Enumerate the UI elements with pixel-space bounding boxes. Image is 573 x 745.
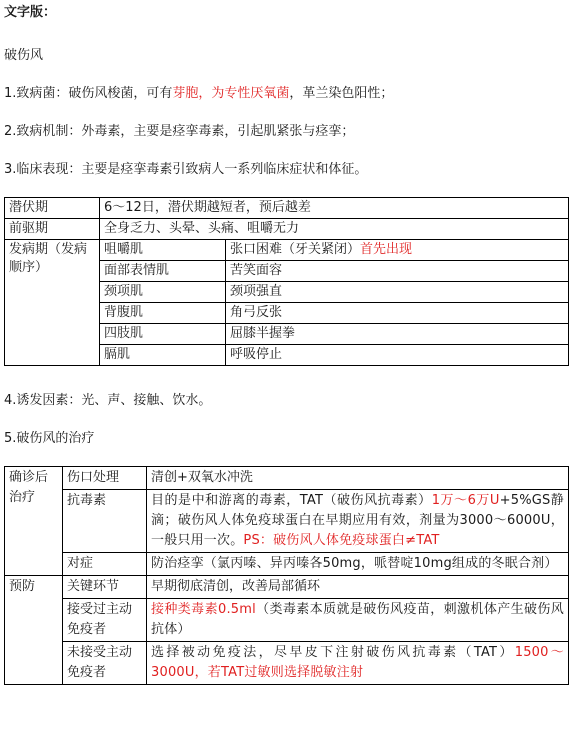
incubation-value: 6～12日，潜伏期越短者，预后越差	[100, 198, 569, 219]
paragraph-clinical: 3.临床表现：主要是痉挛毒素引致病人一系列临床症状和体征。	[4, 162, 368, 177]
table-row	[5, 642, 569, 685]
muscle-cell: 颈项肌	[100, 282, 226, 303]
muscle-cell: 面部表情肌	[100, 261, 226, 282]
passive-value: 选择被动免疫法，尽早皮下注射破伤风抗毒素（TAT）1500～3000U，若TAT过敏则选择脱敏注射	[147, 642, 569, 685]
table-row	[5, 599, 569, 642]
incubation-label: 潜伏期	[5, 198, 100, 219]
active-label: 接受过主动免疫者	[63, 599, 147, 642]
clinical-table	[4, 197, 569, 366]
key-value: 早期彻底清创，改善局部循环	[147, 576, 569, 599]
pathogen-highlight: 芽胞，为专性厌氧菌	[172, 86, 290, 101]
prevention-label: 预防	[5, 576, 63, 685]
passive-label: 未接受主动免疫者	[63, 642, 147, 685]
symptomatic-value: 防治痉挛（氯丙嗪、异丙嗪各50mg，哌替啶10mg组成的冬眠合剂）	[147, 553, 569, 576]
prodromal-label: 前驱期	[5, 219, 100, 240]
paragraph-mechanism: 2.致病机制：外毒素，主要是痉挛毒素，引起肌紧张与痉挛；	[4, 124, 355, 139]
antitoxin-value: 目的是中和游离的毒素，TAT（破伤风抗毒素）1万～6万U+5%GS静滴；破伤风人体免疫球蛋白在早期应用有效，剂量为3000～6000U，一般只用一次。PS：破伤风人体免疫球蛋白≠TAT	[147, 490, 569, 553]
key-label: 关键环节	[63, 576, 147, 599]
antitoxin-label: 抗毒素	[63, 490, 147, 553]
symptom-cell: 苦笑面容	[226, 261, 569, 282]
symptom-cell: 屈膝半握拳	[226, 324, 569, 345]
topic-title: 破伤风	[4, 48, 44, 63]
treatment-table	[4, 466, 569, 685]
first-appear-note: 首先出现	[360, 242, 413, 257]
table-row	[5, 553, 569, 576]
table-row	[5, 490, 569, 553]
wound-value: 清创+双氧水冲洗	[147, 467, 569, 490]
symptom-cell: 呼吸停止	[226, 345, 569, 366]
table-row	[5, 198, 569, 219]
muscle-cell: 咀嚼肌	[100, 240, 226, 261]
symptom-cell: 角弓反张	[226, 303, 569, 324]
paragraph-pathogen: 1.致病菌：破伤风梭菌，可有芽胞，为专性厌氧菌，革兰染色阳性；	[4, 86, 394, 101]
muscle-cell: 膈肌	[100, 345, 226, 366]
toxoid-dose: 接种类毒素0.5ml	[151, 602, 256, 617]
wound-label: 伤口处理	[63, 467, 147, 490]
diagnosis-label: 确诊后治疗	[5, 467, 63, 576]
symptom-cell: 颈项强直	[226, 282, 569, 303]
active-value: 接种类毒素0.5ml（类毒素本质就是破伤风疫苗，刺激机体产生破伤风抗体）	[147, 599, 569, 642]
table-row	[5, 219, 569, 240]
muscle-cell: 背腹肌	[100, 303, 226, 324]
table-row	[5, 240, 569, 261]
table-row	[5, 576, 569, 599]
symptom-cell: 张口困难（牙关紧闭）首先出现	[226, 240, 569, 261]
section-heading: 文字版：	[4, 5, 57, 20]
muscle-cell: 四肢肌	[100, 324, 226, 345]
passive-dose: 1500～3000U，若TAT过敏则选择脱敏注射	[151, 645, 564, 680]
prodromal-value: 全身乏力、头晕、头痛、咀嚼无力	[100, 219, 569, 240]
onset-label: 发病期（发病顺序）	[5, 240, 100, 366]
paragraph-treatment: 5.破伤风的治疗	[4, 431, 95, 446]
tat-dose: 1万～6万U	[431, 493, 500, 508]
symptomatic-label: 对症	[63, 553, 147, 576]
table-row	[5, 467, 569, 490]
ps-note: PS：破伤风人体免疫球蛋白≠TAT	[243, 533, 440, 548]
paragraph-triggers: 4.诱发因素：光、声、接触、饮水。	[4, 393, 212, 408]
